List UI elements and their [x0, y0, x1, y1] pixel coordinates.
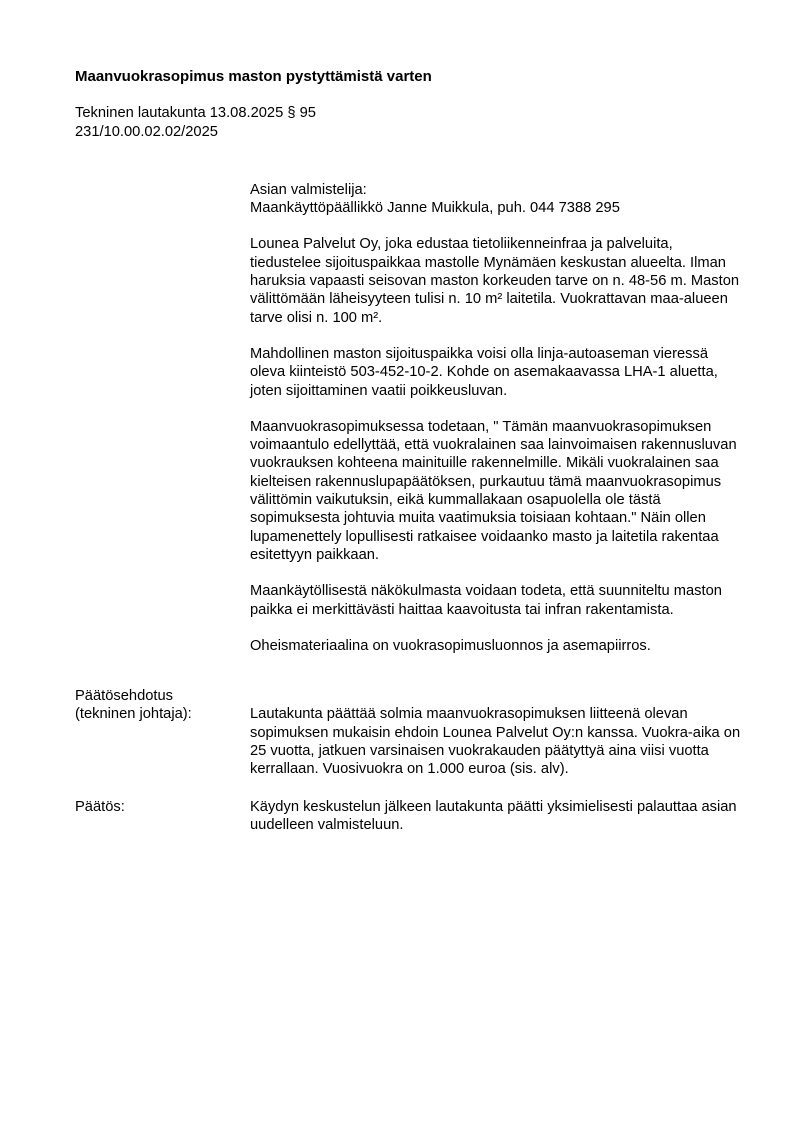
body-paragraph-1: Lounea Palvelut Oy, joka edustaa tietoliikenneinfraa ja palveluita, tiedustelee sijoituspaikkaa mastolle Mynämäen keskustan alueelta. Ilman haruksia vapaasti seisovan maston korkeuden tarve on n. 48-56 m. Maston välittömään läheisyyteen tulisi n. 10 m² laitetila. Vuokrattavan maa-alueen tarve olisi n. 100 m². [250, 236, 740, 326]
decision-proposal-text: Lautakunta päättää solmia maanvuokrasopimuksen liitteenä olevan sopimuksen mukaisin ehdoin Lounea Palvelut Oy:n kanssa. Vuokra-aika on 25 vuotta, jatkuen varsinaisen vuokrakauden päätyttyä aina viisi vuotta kerrallaan. Vuosivuokra on 1.000 euroa (sis. alv). [250, 706, 741, 778]
case-number: 231/10.00.02.02/2025 [75, 123, 218, 140]
document-title: Maanvuokrasopimus maston pystyttämistä varten [75, 68, 432, 85]
document-meta [75, 104, 746, 141]
preparer-info: Maankäyttöpäällikkö Janne Muikkula, puh. 044 7388 295 [250, 200, 620, 217]
decision-proposal-label-line1: Päätösehdotus [75, 688, 173, 705]
preparer-block [250, 181, 747, 218]
decision-label: Päätös: [75, 798, 125, 815]
document-body [250, 181, 747, 655]
decision-section [75, 798, 746, 835]
decision-proposal-label [75, 687, 250, 778]
body-paragraph-5: Oheismateriaalina on vuokrasopimusluonnos ja asemapiirros. [250, 637, 651, 654]
body-paragraph-3: Maanvuokrasopimuksessa todetaan, " Tämän maanvuokrasopimuksen voimaantulo edellyttää, että vuokralainen saa lainvoimaisen rakennusluvan vuokrauksen kohteena mainituille rakennelmille. Mikäli vuokralainen saa kielteisen rakennuslupapäätöksen, purkautuu tämä maanvuokrasopimus välittömin vaikutuksin, eikä kummallakaan osapuolella ole tästä sopimuksesta johtuvia muita vaatimuksia toisiaan kohtaan." Näin ollen lupamenettely lopullisesti ratkaisee voidaanko masto ja laitetila rakentaa esitettyyn paikkaan. [250, 418, 737, 563]
body-paragraph-4: Maankäytöllisestä näkökulmasta voidaan todeta, että suunniteltu maston paikka ei merkittävästi haittaa kaavoitusta tai infran rakentamista. [250, 583, 722, 618]
preparer-label: Asian valmistelija: [250, 181, 367, 198]
decision-text: Käydyn keskustelun jälkeen lautakunta päätti yksimielisesti palauttaa asian uudelleen valmisteluun. [250, 798, 737, 833]
decision-proposal-label-line2: (tekninen johtaja): [75, 706, 192, 723]
committee-date-line: Tekninen lautakunta 13.08.2025 § 95 [75, 105, 316, 122]
decision-proposal-section [75, 687, 746, 778]
body-paragraph-2: Mahdollinen maston sijoituspaikka voisi olla linja-autoaseman vieressä oleva kiinteistö 503-452-10-2. Kohde on asemakaavassa LHA-1 aluetta, joten sijoittaminen vaatii poikkeusluvan. [250, 345, 718, 399]
